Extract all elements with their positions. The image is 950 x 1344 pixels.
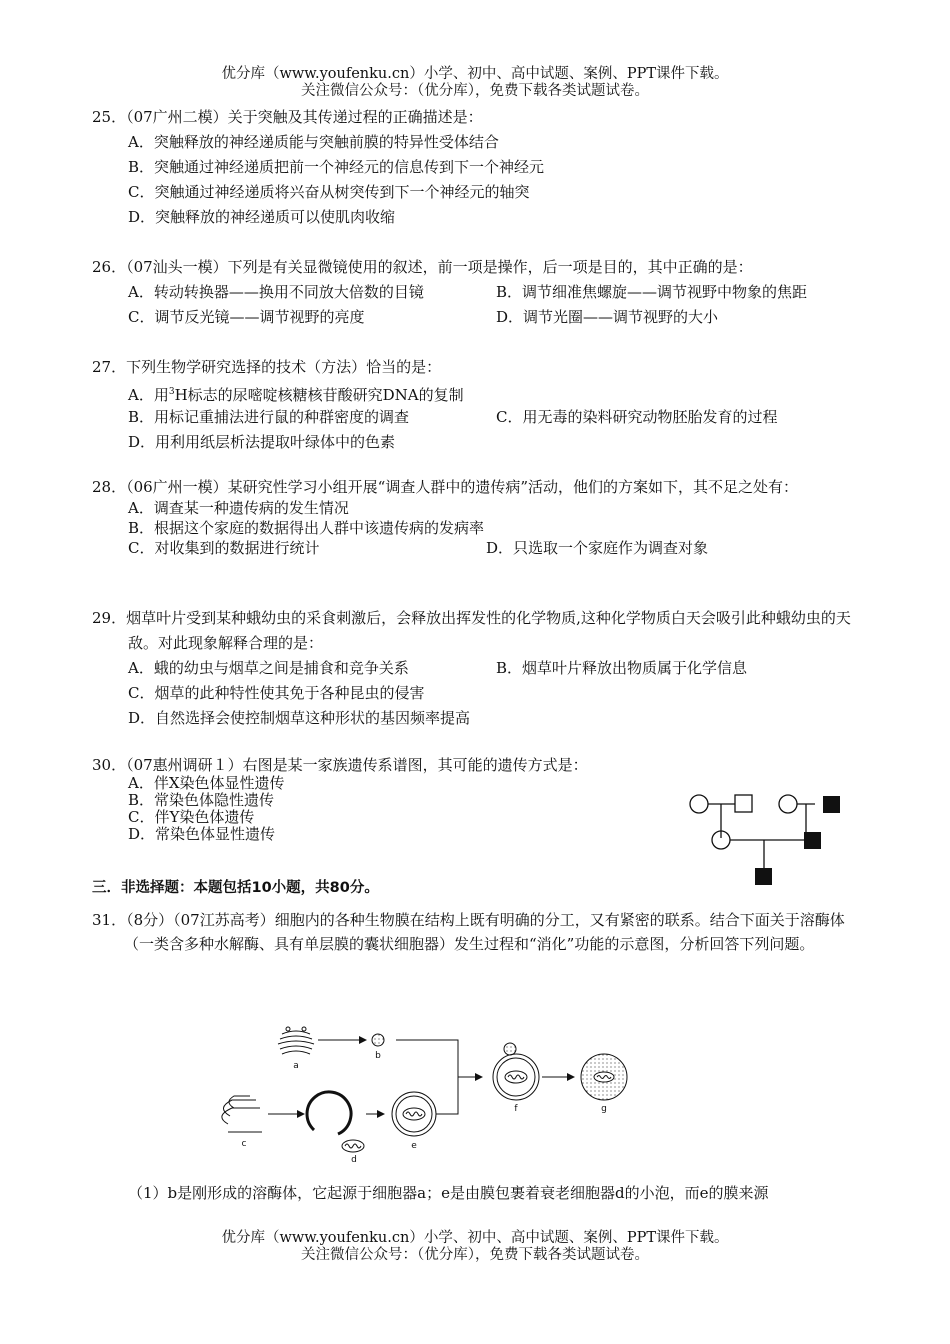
female-unaffected	[690, 795, 708, 813]
male-affected	[804, 832, 821, 849]
pedigree-chart	[684, 790, 854, 890]
connector-line	[396, 1040, 458, 1114]
header-line-1: 优分库（www.youfenku.cn）小学、初中、高中试题、案例、PPT课件下载。	[221, 66, 729, 82]
question-number: 28．	[92, 478, 127, 496]
fusing-vesicle-f	[493, 1043, 539, 1100]
option-c: C．用无毒的染料研究动物胚胎发育的过程	[496, 408, 778, 426]
question-27	[92, 355, 872, 455]
label-a: a	[293, 1061, 299, 1071]
page-header	[0, 66, 950, 100]
option-a: A．突触释放的神经递质能与突触前膜的特异性受体结合	[128, 133, 499, 151]
option-row-2	[92, 405, 872, 430]
option-b: B．用标记重捕法进行鼠的种群密度的调查	[128, 408, 410, 426]
label-f: f	[514, 1104, 518, 1114]
option-b: B．根据这个家庭的数据得出人群中该遗传病的发病率	[128, 519, 485, 537]
digesting-vesicle-g	[581, 1054, 627, 1100]
golgi-apparatus-a	[278, 1027, 314, 1054]
page-footer	[0, 1230, 950, 1264]
option-b: B．突触通过神经递质把前一个神经元的信息传到下一个神经元	[128, 158, 545, 176]
option-c: C．烟草的此种特性使其免于各种昆虫的侵害	[128, 684, 425, 702]
option-d: D．自然选择会使控制烟草这种形状的基因频率提高	[128, 709, 471, 727]
question-number: 26．	[92, 258, 127, 276]
male-affected	[823, 796, 840, 813]
option-a	[92, 380, 872, 405]
question-number: 29．	[92, 609, 127, 627]
mitochondrion-d	[342, 1140, 364, 1152]
question-31	[92, 908, 872, 956]
header-line-2: 关注微信公众号：（优分库），免费下载各类试题试卷。	[301, 83, 649, 99]
option-d: D．调节光圈——调节视野的大小	[496, 308, 719, 326]
label-g: g	[601, 1104, 607, 1114]
option-a: A．蛾的幼虫与烟草之间是捕食和竞争关系	[128, 659, 409, 677]
vesicle-e	[392, 1092, 436, 1136]
label-e: e	[411, 1141, 417, 1151]
lysosome-b	[372, 1034, 384, 1046]
isotope-superscript: 3	[168, 387, 175, 397]
question-stem: 下列生物学研究选择的技术（方法）恰当的是：	[126, 358, 442, 376]
question-28	[92, 477, 872, 558]
forming-membrane	[307, 1092, 351, 1134]
question-31-part-1: （1）b是刚形成的溶酶体，它起源于细胞器a；e是由膜包裹着衰老细胞器d的小泡，而e的膜来源	[128, 1184, 769, 1202]
male-unaffected	[735, 795, 752, 812]
question-stem: （07惠州调研１）右图是某一家族遗传系谱图，其可能的遗传方式是：	[126, 756, 588, 774]
option-c: C．对收集到的数据进行统计	[128, 539, 320, 557]
question-26	[92, 255, 872, 330]
option-a-text: H标志的尿嘧啶核糖核苷酸研究DNA的复制	[174, 386, 464, 404]
endoplasmic-reticulum-c	[222, 1096, 262, 1132]
option-c: C．伴Y染色体遗传	[128, 808, 255, 826]
question-29	[92, 606, 872, 731]
option-row-2	[92, 305, 872, 330]
question-number: 27．	[92, 358, 127, 376]
question-number: 31．	[92, 911, 127, 929]
footer-line-2: 关注微信公众号：（优分库），免费下载各类试题试卷。	[301, 1247, 649, 1263]
male-affected	[755, 868, 772, 885]
option-d: D．只选取一个家庭作为调查对象	[486, 539, 709, 557]
option-a-prefix: A．用	[128, 386, 169, 404]
option-a: A．转动转换器——换用不同放大倍数的目镜	[128, 283, 424, 301]
option-c: C．调节反光镜——调节视野的亮度	[128, 308, 365, 326]
label-d: d	[351, 1155, 357, 1165]
option-row-1	[92, 656, 872, 681]
question-number: 25．	[92, 108, 127, 126]
question-number: 30．	[92, 756, 127, 774]
option-c: C．突触通过神经递质将兴奋从树突传到下一个神经元的轴突	[128, 183, 530, 201]
option-b: B．常染色体隐性遗传	[128, 791, 275, 809]
option-a: A．调查某一种遗传病的发生情况	[128, 499, 349, 517]
option-d: D．常染色体显性遗传	[128, 825, 276, 843]
option-b: B．调节细准焦螺旋——调节视野中物象的焦距	[496, 283, 808, 301]
question-stem: （07汕头一模）下列是有关显微镜使用的叙述，前一项是操作，后一项是目的，其中正确的是：	[126, 258, 753, 276]
section-title: 三．非选择题：本题包括10小题，共80分。	[92, 880, 379, 896]
option-d: D．用利用纸层析法提取叶绿体中的色素	[128, 433, 396, 451]
label-c: c	[241, 1139, 247, 1149]
question-25	[92, 105, 872, 230]
option-a: A．伴X染色体显性遗传	[128, 774, 285, 792]
question-stem: （06广州一模）某研究性学习小组开展“调查人群中的遗传病”活动，他们的方案如下，其不足之处有：	[126, 478, 799, 496]
option-row-1	[92, 280, 872, 305]
question-stem: （07广州二模）关于突触及其传递过程的正确描述是：	[126, 108, 483, 126]
question-stem: 烟草叶片受到某种蛾幼虫的采食刺激后，会释放出挥发性的化学物质,这种化学物质白天会吸引此种蛾幼虫的天敌。对此现象解释合理的是：	[126, 609, 851, 652]
question-text: （8分）（07江苏高考）细胞内的各种生物膜在结构上既有明确的分工，又有紧密的联系。结合下面关于溶酶体（一类含多种水解酶、具有单层膜的囊状细胞器）发生过程和“消化”功能的示意图，分析回答下列问题。	[124, 911, 845, 953]
label-b: b	[375, 1051, 381, 1061]
option-d: D．突触释放的神经递质可以使肌肉收缩	[128, 208, 396, 226]
footer-line-1: 优分库（www.youfenku.cn）小学、初中、高中试题、案例、PPT课件下载。	[221, 1230, 729, 1246]
option-row-3	[92, 538, 872, 558]
female-unaffected	[779, 795, 797, 813]
option-b: B．烟草叶片释放出物质属于化学信息	[496, 659, 748, 677]
lysosome-diagram	[218, 1022, 638, 1167]
